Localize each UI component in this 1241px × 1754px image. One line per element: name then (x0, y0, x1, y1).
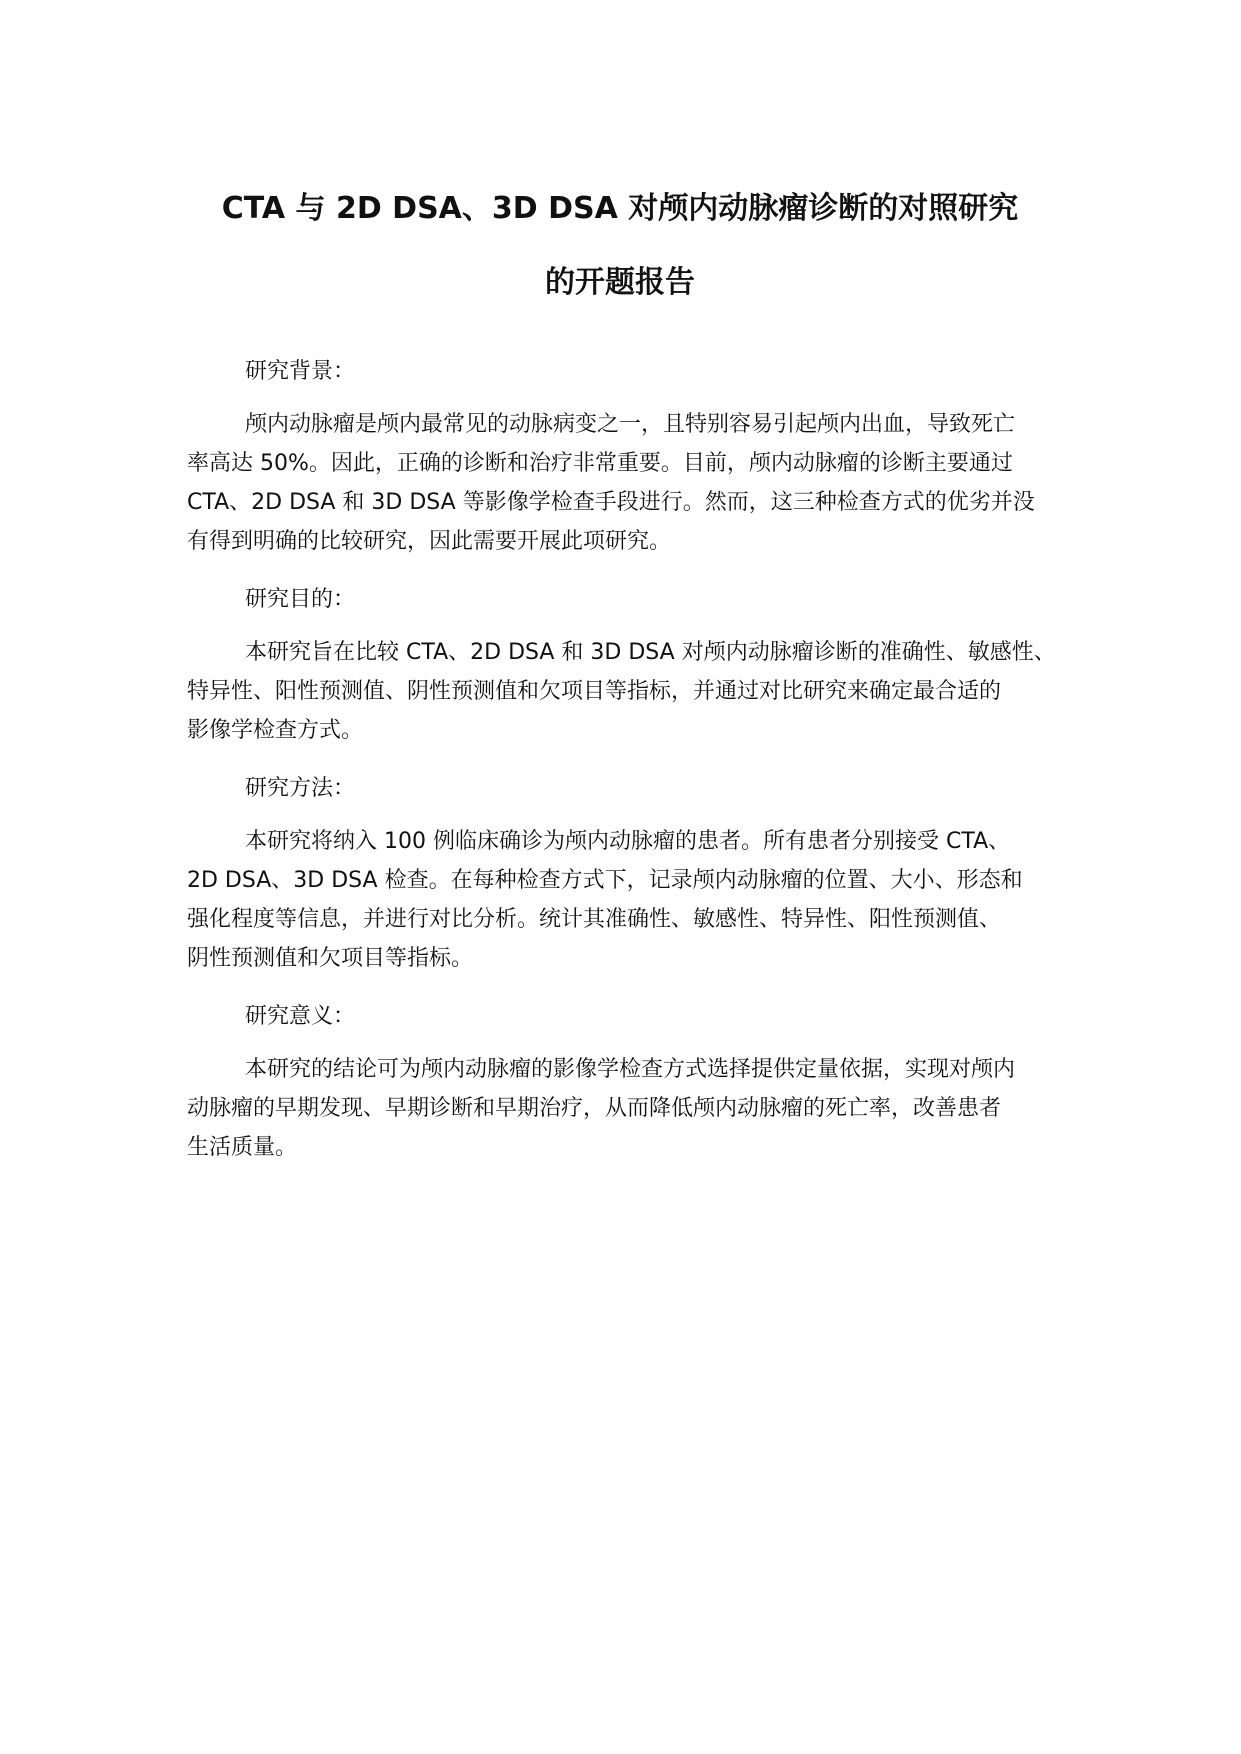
section-heading-purpose: 研究目的： (245, 587, 356, 612)
paragraph-line: 2D DSA、3D DSA 检查。在每种检查方式下，记录颅内动脉瘤的位置、大小、形态和 (187, 868, 1023, 893)
paragraph-line: 率高达 50%。因此，正确的诊断和治疗非常重要。目前，颅内动脉瘤的诊断主要通过 (187, 451, 1013, 476)
section-paragraph-background (187, 405, 1067, 561)
paragraph-line: CTA、2D DSA 和 3D DSA 等影像学检查手段进行。然而，这三种检查方式的优劣并没 (187, 490, 1035, 515)
paragraph-line: 本研究的结论可为颅内动脉瘤的影像学检查方式选择提供定量依据，实现对颅内 (245, 1057, 1016, 1082)
paragraph-line: 动脉瘤的早期发现、早期诊断和早期治疗，从而降低颅内动脉瘤的死亡率，改善患者 (187, 1096, 1002, 1121)
paragraph-line: 阴性预测值和欠项目等指标。 (187, 946, 474, 971)
paragraph-line: 影像学检查方式。 (187, 718, 364, 743)
paragraph-line: 本研究旨在比较 CTA、2D DSA 和 3D DSA 对颅内动脉瘤诊断的准确性、敏感性、 (245, 640, 1056, 665)
paragraph-line: 生活质量。 (187, 1135, 298, 1160)
title-line-1: CTA 与 2D DSA、3D DSA 对颅内动脉瘤诊断的对照研究 (221, 191, 1019, 226)
document-title (120, 172, 1120, 320)
paragraph-line: 强化程度等信息，并进行对比分析。统计其准确性、敏感性、特异性、阳性预测值、 (187, 907, 1002, 932)
paragraph-line: 特异性、阳性预测值、阴性预测值和欠项目等指标，并通过对比研究来确定最合适的 (187, 679, 1002, 704)
section-paragraph-method (187, 822, 1067, 978)
title-line-2: 的开题报告 (545, 265, 695, 300)
paragraph-line: 颅内动脉瘤是颅内最常见的动脉病变之一，且特别容易引起颅内出血，导致死亡 (245, 412, 1016, 437)
section-heading-background: 研究背景： (245, 359, 356, 384)
paragraph-line: 本研究将纳入 100 例临床确诊为颅内动脉瘤的患者。所有患者分别接受 CTA、 (245, 829, 1011, 854)
paragraph-line: 有得到明确的比较研究，因此需要开展此项研究。 (187, 529, 672, 554)
section-paragraph-significance (187, 1050, 1067, 1167)
section-paragraph-purpose (187, 633, 1067, 750)
section-heading-significance: 研究意义： (245, 1004, 356, 1029)
section-heading-method: 研究方法： (245, 776, 356, 801)
document-body (187, 352, 1067, 1186)
